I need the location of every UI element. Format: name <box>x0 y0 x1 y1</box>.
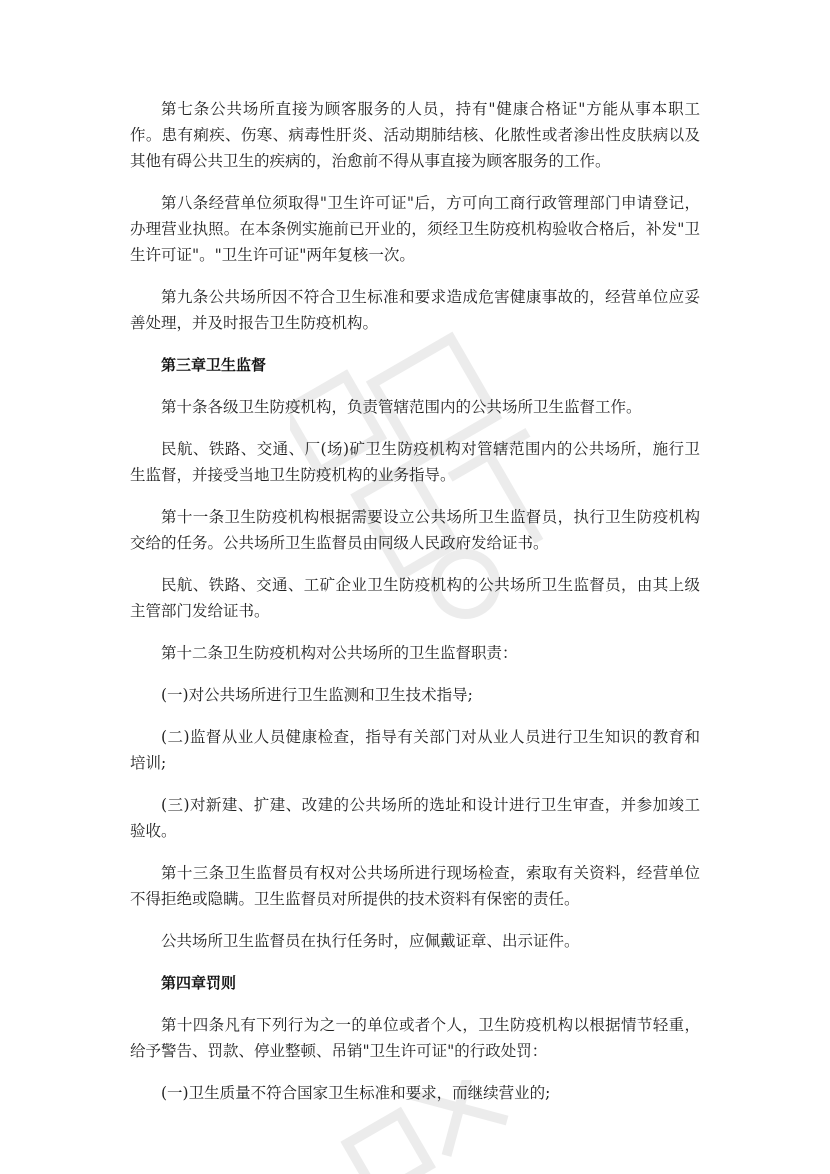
article-8: 第八条经营单位须取得"卫生许可证"后，方可向工商行政管理部门申请登记，办理营业执照。在本条例实施前已开业的，须经卫生防疫机构验收合格后，补发"卫生许可证"。"卫生许可证"两年复核一次。 <box>130 194 700 264</box>
article-11: 第十一条卫生防疫机构根据需要设立公共场所卫生监督员，执行卫生防疫机构交给的任务。公共场所卫生监督员由同级人民政府发给证书。 <box>130 508 700 552</box>
article-9: 第九条公共场所因不符合卫生标准和要求造成危害健康事故的，经营单位应妥善处理，并及时报告卫生防疫机构。 <box>130 288 700 332</box>
article-14-item-1: (一)卫生质量不符合国家卫生标准和要求，而继续营业的; <box>161 1084 551 1102</box>
article-7: 第七条公共场所直接为顾客服务的人员，持有"健康合格证"方能从事本职工作。患有痢疾、伤寒、病毒性肝炎、活动期肺结核、化脓性或者渗出性皮肤病以及其他有碍公共卫生的疾病的，治愈前不得从事直接为顾客服务的工作。 <box>130 100 700 170</box>
chapter-3-heading: 第三章卫生监督 <box>161 356 267 374</box>
article-12-item-1: (一)对公共场所进行卫生监测和卫生技术指导; <box>161 686 473 704</box>
chapter-4-heading: 第四章罚则 <box>161 974 237 992</box>
article-14: 第十四条凡有下列行为之一的单位或者个人，卫生防疫机构以根据情节轻重，给予警告、罚款、停业整顿、吊销"卫生许可证"的行政处罚： <box>130 1016 700 1060</box>
article-13: 第十三条卫生监督员有权对公共场所进行现场检查，索取有关资料，经营单位不得拒绝或隐瞒。卫生监督员对所提供的技术资料有保密的责任。 <box>130 864 700 908</box>
document-body <box>130 96 700 1122</box>
article-12: 第十二条卫生防疫机构对公共场所的卫生监督职责： <box>161 644 518 662</box>
article-11-supplement: 民航、铁路、交通、工矿企业卫生防疫机构的公共场所卫生监督员，由其上级主管部门发给证书。 <box>130 576 700 620</box>
article-13-supplement: 公共场所卫生监督员在执行任务时，应佩戴证章、出示证件。 <box>161 932 580 950</box>
article-12-item-2: (二)监督从业人员健康检查，指导有关部门对从业人员进行卫生知识的教育和培训; <box>130 728 700 772</box>
article-12-item-3: (三)对新建、扩建、改建的公共场所的选址和设计进行卫生审查，并参加竣工验收。 <box>130 796 700 840</box>
article-10-supplement: 民航、铁路、交通、厂(场)矿卫生防疫机构对管辖范围内的公共场所，施行卫生监督，并接受当地卫生防疫机构的业务指导。 <box>130 440 700 484</box>
article-10: 第十条各级卫生防疫机构，负责管辖范围内的公共场所卫生监督工作。 <box>161 398 642 416</box>
